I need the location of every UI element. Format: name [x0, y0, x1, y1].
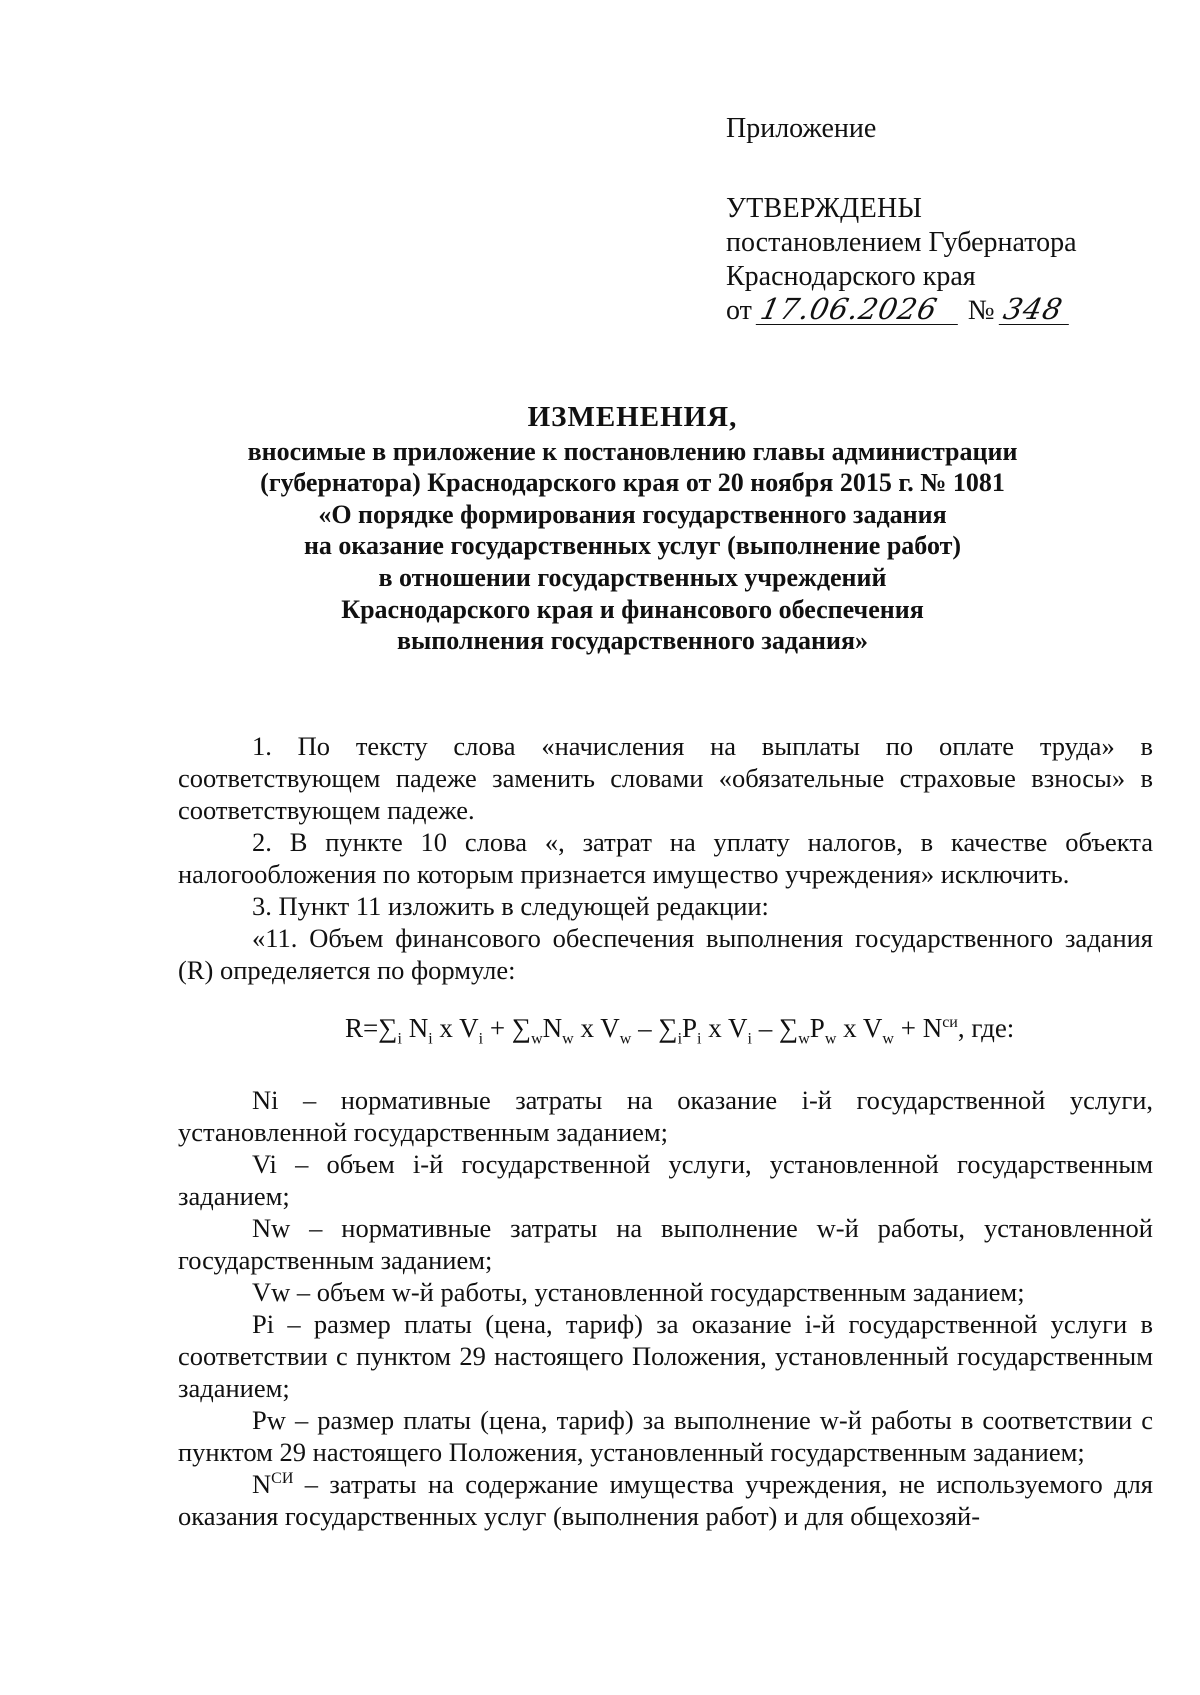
title-line: выполнения государственного задания» — [396, 626, 869, 656]
from-label: от — [726, 295, 752, 326]
title-line: «О порядке формирования государственного задания — [318, 499, 947, 529]
formula: $R=\sum_i$ $N_i$ x $V_i + \sum_wN_w$ x $V_w - \sum_iP_i$ x $V_i - \sum_wP_w$ x $V_w + N^{си}$, где: — [345, 1013, 1015, 1048]
definition-ni: Ni – нормативные затраты на оказание i-й государственной услуги, установленной государственным заданием; — [178, 1085, 1153, 1147]
handwritten-number: 348 — [998, 294, 1075, 325]
definition-pi: Pi – размер платы (цена, тариф) за оказание i-й государственной услуги в соответствии с пунктом 29 настоящего Положения, установленный государственным заданием; — [178, 1309, 1153, 1403]
document-title — [170, 402, 1095, 657]
paragraph-4: «11. Объем финансового обеспечения выполнения государственного задания (R) определяется по формуле: — [178, 923, 1153, 985]
approved-label: УТВЕРЖДЕНЫ — [726, 193, 923, 224]
definition-vi: Vi – объем i-й государственной услуги, установленной государственным заданием; — [178, 1149, 1153, 1211]
number-label: № — [967, 295, 995, 326]
approved-by-line: постановлением Губернатора — [726, 227, 1077, 258]
paragraph-1: 1. По тексту слова «начисления на выплаты по оплате труда» в соответствующем падеже заменить словами «обязательные страховые взносы» в соответствующем падеже. — [178, 731, 1153, 825]
definition-pw: Pw – размер платы (цена, тариф) за выполнение w-й работы в соответствии с пунктом 29 настоящего Положения, установленный государственным заданием; — [178, 1405, 1153, 1467]
definition-nw: Nw – нормативные затраты на выполнение w-й работы, установленной государственным заданием; — [178, 1213, 1153, 1275]
document-body — [178, 730, 1153, 1532]
definition-vw: Vw – объем w-й работы, установленной государственным заданием; — [252, 1277, 1025, 1307]
date-number-line — [726, 294, 1077, 328]
paragraph-3: 3. Пункт 11 изложить в следующей редакции: — [252, 891, 769, 921]
paragraph-2: 2. В пункте 10 слова «, затрат на уплату налогов, в качестве объекта налогообложения по которым признается имущество учреждения» исключить. — [178, 827, 1153, 889]
approved-region-line: Краснодарского края — [726, 261, 976, 292]
title-line: в отношении государственных учреждений — [378, 562, 887, 592]
title-line: на оказание государственных услуг (выполнение работ) — [303, 531, 962, 561]
definition-nsi: $N^{СИ}$ – затраты на содержание имущества учреждения, не используемого для оказания государственных услуг (выполнения работ) и для общехозяй- — [178, 1469, 1153, 1531]
handwritten-date: 17.06.2026 — [756, 294, 965, 325]
title-line: (губернатора) Краснодарского края от 20 ноября 2015 г. № 1081 — [260, 468, 1005, 498]
title-line: вносимые в приложение к постановлению главы администрации — [247, 436, 1018, 466]
appendix-label: Приложение — [726, 113, 877, 144]
page-title: ИЗМЕНЕНИЯ, — [527, 401, 738, 433]
approval-block — [726, 112, 1077, 328]
title-line: Краснодарского края и финансового обеспечения — [341, 594, 924, 624]
